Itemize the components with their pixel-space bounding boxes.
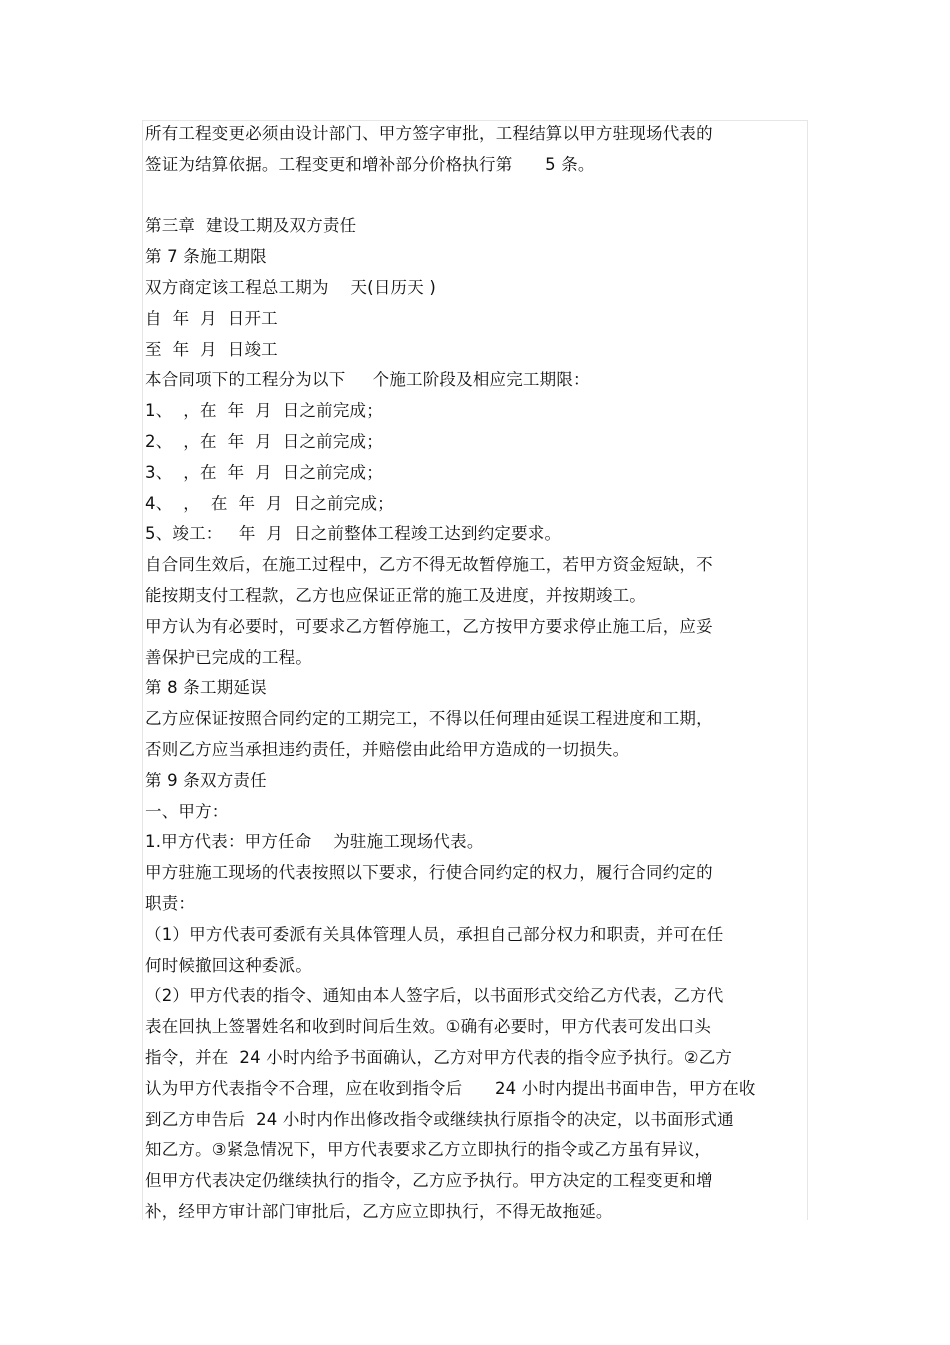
blank-line bbox=[145, 181, 805, 212]
text-line: 到乙方申告后 24 小时内作出修改指令或继续执行原指令的决定，以书面形式通 bbox=[145, 1109, 734, 1129]
text-line: 但甲方代表决定仍继续执行的指令，乙方应予执行。甲方决定的工程变更和增 bbox=[145, 1171, 713, 1191]
text-line: 甲方驻施工现场的代表按照以下要求，行使合同约定的权力，履行合同约定的 bbox=[145, 863, 713, 883]
text-line: 表在回执上签署姓名和收到时间后生效。①确有必要时，甲方代表可发出口头 bbox=[145, 1017, 712, 1037]
text-line: 知乙方。③紧急情况下，甲方代表要求乙方立即执行的指令或乙方虽有异议， bbox=[145, 1140, 712, 1160]
list-item: 4、 ， 在 年 月 日之前完成； bbox=[145, 493, 394, 513]
text-line: 何时候撤回这种委派。 bbox=[145, 955, 312, 975]
list-item: 5、竣工： 年 月 日之前整体工程竣工达到约定要求。 bbox=[145, 524, 562, 544]
text-line: 认为甲方代表指令不合理，应在收到指令后 24 小时内提出书面申告，甲方在收 bbox=[145, 1078, 756, 1098]
text-line: 签证为结算依据。工程变更和增补部分价格执行第 5 条。 bbox=[145, 154, 595, 174]
list-item: 2、 ，在 年 月 日之前完成； bbox=[145, 431, 383, 451]
article-heading: 第 8 条工期延误 bbox=[145, 678, 267, 698]
text-line: 甲方认为有必要时，可要求乙方暂停施工，乙方按甲方要求停止施工后，应妥 bbox=[145, 616, 713, 636]
text-line: 自 年 月 日开工 bbox=[145, 308, 278, 328]
text-line: （2）甲方代表的指令、通知由本人签字后，以书面形式交给乙方代表，乙方代 bbox=[145, 986, 724, 1006]
text-line: 指令，并在 24 小时内给予书面确认，乙方对甲方代表的指令应予执行。②乙方 bbox=[145, 1047, 733, 1067]
text-line: 至 年 月 日竣工 bbox=[145, 339, 278, 359]
text-line: 所有工程变更必须由设计部门、甲方签字审批，工程结算以甲方驻现场代表的 bbox=[145, 124, 713, 143]
list-item: 3、 ，在 年 月 日之前完成； bbox=[145, 462, 383, 482]
text-line: 善保护已完成的工程。 bbox=[145, 647, 312, 667]
text-line: （1）甲方代表可委派有关具体管理人员，承担自己部分权力和职责，并可在任 bbox=[145, 924, 724, 944]
text-line: 自合同生效后，在施工过程中，乙方不得无故暂停施工，若甲方资金短缺，不 bbox=[145, 555, 713, 575]
article-heading: 第 7 条施工期限 bbox=[145, 247, 267, 267]
text-line: 补，经甲方审计部门审批后，乙方应立即执行，不得无故拖延。 bbox=[145, 1201, 613, 1221]
text-line: 职责： bbox=[145, 893, 196, 913]
text-line: 乙方应保证按照合同约定的工期完工，不得以任何理由延误工程进度和工期， bbox=[145, 709, 713, 729]
text-line: 双方商定该工程总工期为 天(日历天 ) bbox=[145, 277, 436, 297]
chapter-heading: 第三章 建设工期及双方责任 bbox=[145, 216, 357, 236]
section-heading: 一、甲方： bbox=[145, 801, 229, 821]
document-body bbox=[145, 119, 805, 1228]
text-line: 能按期支付工程款，乙方也应保证正常的施工及进度，并按期竣工。 bbox=[145, 585, 646, 605]
article-heading: 第 9 条双方责任 bbox=[145, 770, 267, 790]
text-line: 本合同项下的工程分为以下 个施工阶段及相应完工期限： bbox=[145, 370, 590, 390]
text-line: 1.甲方代表：甲方任命 为驻施工现场代表。 bbox=[145, 832, 484, 852]
list-item: 1、 ，在 年 月 日之前完成； bbox=[145, 401, 383, 421]
text-line: 否则乙方应当承担违约责任，并赔偿由此给甲方造成的一切损失。 bbox=[145, 739, 630, 759]
